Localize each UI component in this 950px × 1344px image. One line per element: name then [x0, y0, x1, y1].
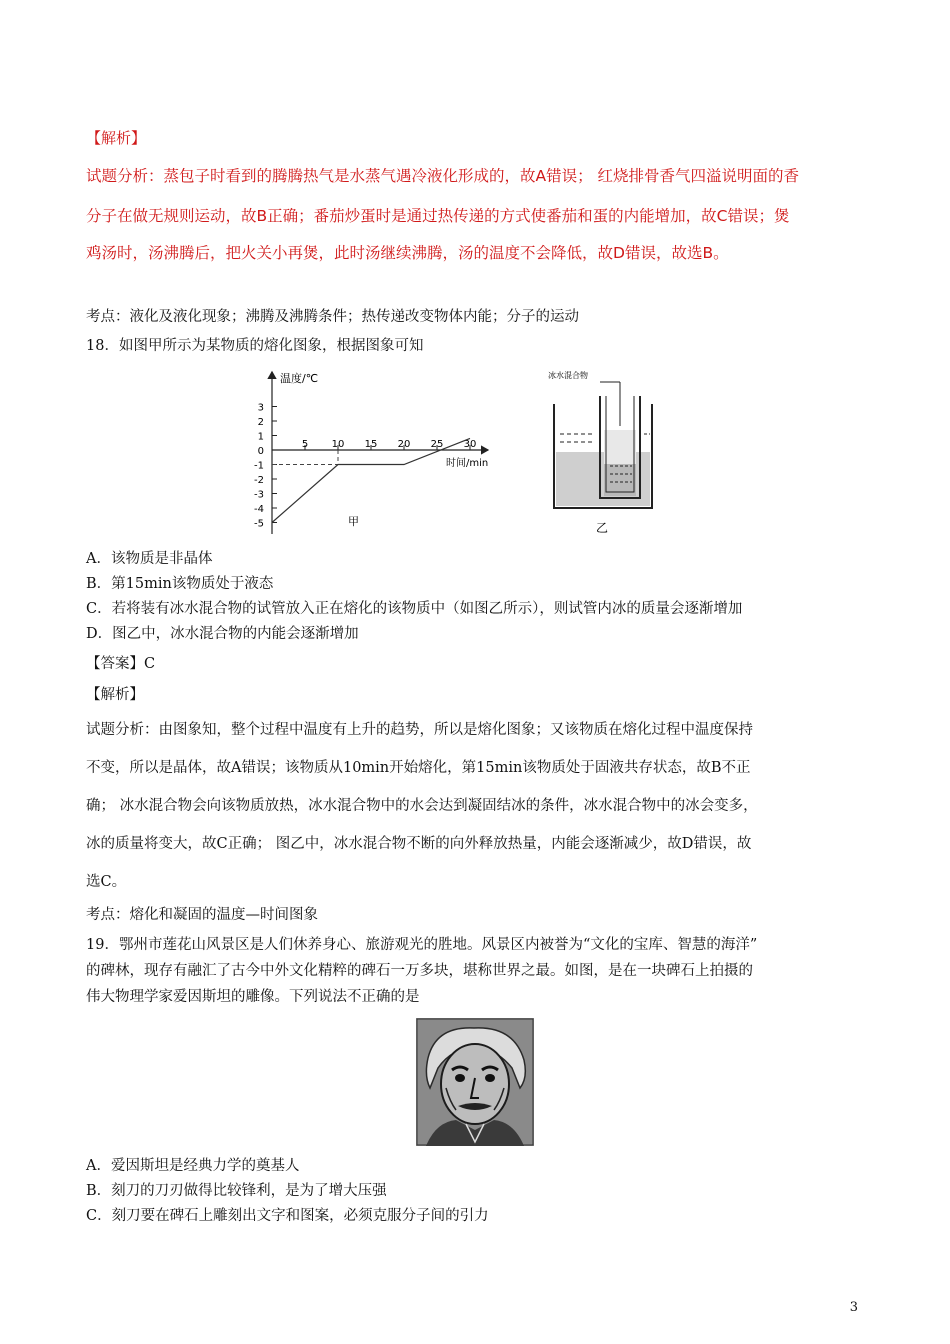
y-tick-label: -1	[254, 460, 264, 472]
question-19-stem: 伟大物理学家爱因斯坦的雕像。下列说法不正确的是	[86, 989, 420, 1005]
answer: 【答案】C	[86, 656, 156, 672]
mixture-label: 冰水混合物	[548, 371, 588, 380]
analysis-heading: 【解析】	[86, 129, 147, 147]
option-c: C．刻刀要在碑石上雕刻出文字和图案，必须克服分子间的引力	[86, 1208, 489, 1224]
x-tick-label: 20	[397, 439, 411, 450]
analysis-line: 不变，所以是晶体，故A错误；该物质从10min开始熔化，第15min该物质处于固液共存状态，故B不正	[86, 760, 751, 776]
y-tick-label: 1	[257, 431, 264, 443]
option-d: D．图乙中，冰水混合物的内能会逐渐增加	[86, 626, 359, 642]
kaodian-line: 考点：熔化和凝固的温度—时间图象	[86, 907, 318, 923]
analysis-line: 鸡汤时，汤沸腾后，把火关小再煲，此时汤继续沸腾，汤的温度不会降低，故D错误，故选B。	[86, 244, 729, 262]
analysis-line: 确； 冰水混合物会向该物质放热，冰水混合物中的水会达到凝固结冰的条件，冰水混合物中的冰会变多，	[86, 798, 758, 814]
question-19-stem: 19．鄂州市莲花山风景区是人们休养身心、旅游观光的胜地。风景区内被誉为“文化的宝库、智慧的海洋”	[86, 937, 758, 953]
analysis-line: 选C。	[86, 874, 127, 890]
analysis-line: 试题分析：由图象知，整个过程中温度有上升的趋势，所以是熔化图象；又该物质在熔化过程中温度保持	[86, 722, 753, 738]
x-tick-label: 25	[430, 439, 444, 450]
figure-caption: 甲	[348, 515, 359, 528]
x-tick-label: 10	[331, 439, 345, 450]
y-tick-label: -5	[254, 518, 264, 530]
option-a: A．该物质是非晶体	[86, 551, 213, 567]
figure-caption: 乙	[596, 521, 609, 535]
melting-curve	[272, 438, 470, 522]
y-tick-label: 0	[257, 446, 264, 457]
y-tick-label: 2	[257, 417, 264, 428]
x-tick-label: 5	[301, 439, 309, 450]
analysis-line: 分子在做无规则运动，故B正确；番茄炒蛋时是通过热传递的方式使番茄和蛋的内能增加，故C错误；煲	[86, 207, 790, 225]
analysis-line: 冰的质量将变大，故C正确； 图乙中，冰水混合物不断的向外释放热量，内能会逐渐减少，故D错误，故	[86, 836, 752, 852]
x-tick-label: 30	[463, 439, 477, 450]
y-tick-label: 3	[257, 402, 264, 414]
figure-yi-beaker	[540, 368, 670, 540]
einstein-engraving-image	[416, 1018, 534, 1146]
test-tube-water	[604, 464, 636, 496]
y-tick-label: -2	[254, 475, 264, 486]
y-tick-label: -4	[254, 504, 264, 515]
option-a: A．爱因斯坦是经典力学的奠基人	[86, 1158, 300, 1174]
analysis-heading: 【解析】	[86, 687, 144, 703]
figure-jia-chart	[226, 362, 516, 542]
analysis-line: 试题分析：蒸包子时看到的腾腾热气是水蒸气遇冷液化形成的，故A错误； 红烧排骨香气四溢说明面的香	[86, 167, 800, 185]
page-number: 3	[849, 1300, 858, 1315]
kaodian-line: 考点：液化及液化现象；沸腾及沸腾条件；热传递改变物体内能；分子的运动	[86, 309, 579, 325]
option-c: C．若将装有冰水混合物的试管放入正在熔化的该物质中（如图乙所示），则试管内冰的质量会逐渐增加	[86, 601, 743, 617]
option-b: B．第15min该物质处于液态	[86, 576, 274, 592]
x-axis-label: 时间/min	[446, 458, 489, 469]
x-tick-label: 15	[364, 439, 378, 450]
y-axis-label: 温度/℃	[280, 372, 319, 385]
question-19-stem: 的碑林，现存有融汇了古今中外文化精粹的碑石一万多块，堪称世界之最。如图，是在一块碑石上拍摄的	[86, 963, 753, 979]
option-b: B．刻刀的刀刃做得比较锋利，是为了增大压强	[86, 1183, 387, 1199]
question-18-stem: 18．如图甲所示为某物质的熔化图象，根据图象可知	[86, 338, 424, 354]
y-tick-label: -3	[254, 489, 264, 501]
